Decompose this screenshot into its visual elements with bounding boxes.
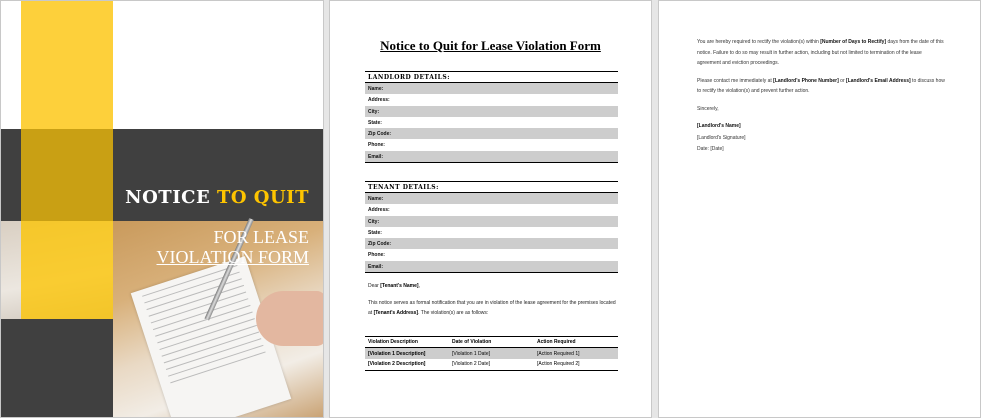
greeting [368,281,618,292]
text: days from the date of this notice. Failure to do so may result in further action, including but not limited to termination of the lease agreement and eviction proceedings. [697,39,944,66]
cover-title-white: NOTICE [125,187,211,208]
text: to discuss how to rectify the violation(s) and prevent further action. [697,77,945,94]
violation-description: [Violation 2 Description] [368,361,426,368]
phone-placeholder: [Landlord's Phone Number] [773,77,839,84]
document-title: Notice to Quit for Lease Violation Form [380,38,601,53]
cover-subtitle-line2: VIOLATION FORM [156,247,309,267]
tenant-state-field[interactable]: State: [368,229,382,236]
intro-text: This notice serves as formal notification that you are in violation of the lease agreement for the premises located at [368,300,616,316]
landlord-details [365,71,618,163]
violation-date: [Violation 1 Date] [452,350,490,357]
divider [365,162,618,163]
landlord-name: [Landlord's Name] [697,123,741,129]
intro-text-end: . The violation(s) are as follows: [418,310,489,316]
letter-date: Date: [Date] [697,146,724,152]
header-action: Action Required [537,339,576,345]
landlord-email-field[interactable]: Email: [365,151,618,162]
landlord-heading: LANDLORD DETAILS: [365,71,618,83]
tenant-phone-field[interactable]: Phone: [368,252,385,259]
paragraph-rectify [697,37,947,69]
text: or [838,77,847,84]
tenant-city-field[interactable]: City: [365,216,618,227]
text: Please contact me immediately at [697,77,774,84]
tenant-email-field[interactable]: Email: [365,261,618,272]
landlord-zip-field[interactable]: Zip Code: [365,128,618,139]
closing: Sincerely, [697,105,719,112]
cover-title [113,187,309,208]
landlord-phone-field[interactable]: Phone: [368,142,385,149]
cover-title-yellow: TO QUIT [216,187,309,208]
divider [365,272,618,273]
landlord-address-field[interactable]: Address: [368,97,390,104]
violation-action: [Action Required 2] [537,361,580,368]
table-row [365,348,618,359]
tenant-address-field[interactable]: Address: [368,207,390,214]
cover-subtitle [113,227,309,267]
email-placeholder: [Landlord's Email Address] [846,77,911,84]
yellow-column-dark [21,129,113,221]
greeting-suffix: , [418,283,420,289]
landlord-state-field[interactable]: State: [368,119,382,126]
yellow-column [21,1,113,129]
photo-hand [256,291,324,346]
greeting-prefix: Dear [368,283,381,289]
tenant-heading: TENANT DETAILS: [365,181,618,193]
tenant-zip-field[interactable]: Zip Code: [365,238,618,249]
yellow-column-overlay [21,221,113,319]
violation-action: [Action Required 1] [537,350,580,357]
intro-address: [Tenant's Address] [373,310,419,316]
form-page [329,0,652,418]
intro-paragraph [368,298,618,318]
violation-date: [Violation 2 Date] [452,361,490,368]
landlord-city-field[interactable]: City: [365,106,618,117]
landlord-name-field[interactable]: Name: [365,83,618,94]
days-placeholder: [Number of Days to Rectify] [820,39,887,45]
tenant-details [365,181,618,273]
table-header [365,336,618,348]
cover-subtitle-line1: FOR LEASE [213,227,309,247]
greeting-name: [Tenant's Name] [380,283,419,289]
dark-block [1,319,113,418]
paragraph-contact [697,76,947,97]
table-row [365,359,618,370]
violation-description: [Violation 1 Description] [368,350,426,357]
text: You are hereby required to rectify the violation(s) within [697,39,821,45]
letter-page [658,0,981,418]
tenant-name-field[interactable]: Name: [365,193,618,204]
header-description: Violation Description [368,339,418,345]
violations-table [365,336,618,371]
cover-page [0,0,324,418]
letter-body [697,37,947,155]
landlord-signature: [Landlord's Signature] [697,134,746,141]
header-date: Date of Violation [452,339,492,345]
